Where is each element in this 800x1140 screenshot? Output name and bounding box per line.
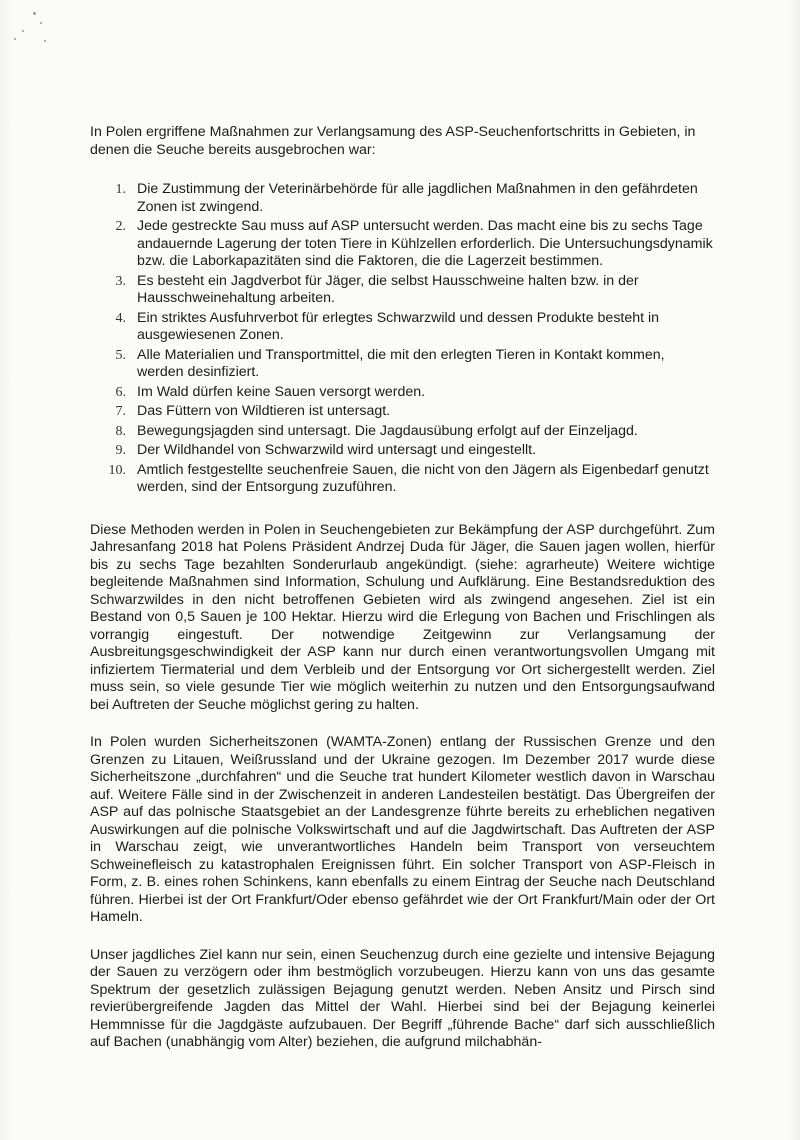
- list-item: [90, 423, 715, 441]
- list-item-text: Der Wildhandel von Schwarzwild wird untersagt und eingestellt.: [137, 442, 537, 458]
- list-item-text: Es besteht ein Jagdverbot für Jäger, die selbst Hausschweine halten bzw. in der Hausschweinehaltung arbeiten.: [137, 272, 639, 306]
- list-item: [90, 181, 715, 216]
- list-number: 4.: [115, 310, 126, 326]
- list-item-text: Amtlich festgestellte seuchenfreie Sauen, die nicht von den Jägern als Eigenbedarf genutzt werden, sind der Entsorgung zuzuführen.: [137, 461, 709, 495]
- list-number: 3.: [115, 273, 126, 289]
- paragraph-methods: Diese Methoden werden in Polen in Seuchengebieten zur Bekämpfung der ASP durchgeführt. Zum Jahresanfang 2018 hat Polens Präsident Andrzej Duda für Jäger, die Sauen jagen wollen, hierfür bis zu sechs Tage bezahlten Sonderurlaub angekündigt. (siehe: agrarheute) Weitere wichtige begleitende Maßnahmen sind Information, Schulung und Aufklärung. Eine Bestandsreduktion des Schwarzwildes in den nicht betroffenen Gebieten wird als zwingend angesehen. Ziel ist ein Bestand von 0,5 Sauen je 100 Hektar. Hierzu wird die Erlegung von Bachen und Frischlingen als vorrangig eingestuft. Der notwendige Zeitgewinn zur Verlangsamung der Ausbreitungsgeschwindigkeit der ASP kann nur durch einen verantwortungsvollen Umgang mit infiziertem Tiermaterial und dem Verbleib und der Entsorgung vor Ort sichergestellt werden. Ziel muss sein, so viele gesunde Tier wie möglich weiterhin zu nutzen und den Entsorgungsaufwand bei Auftreten der Seuche möglichst gering zu halten.: [90, 521, 715, 713]
- scan-speck: [40, 22, 42, 24]
- list-number: 2.: [115, 219, 126, 234]
- list-number: 9.: [115, 443, 126, 458]
- list-item: [90, 462, 715, 497]
- list-item-text: Jede gestreckte Sau muss auf ASP untersucht werden. Das macht eine bis zu sechs Tage andauernde Lagerung der toten Tiere in Kühlzellen erforderlich. Die Untersuchungsdynamik bzw. die Laborkapazitäten sind die Faktoren, die die Lagerzeit bestimmen.: [137, 218, 713, 269]
- list-number: 10.: [108, 462, 126, 478]
- intro-text: In Polen ergriffene Maßnahmen zur Verlangsamung des ASP-Seuchenfortschritts in Gebieten, in denen die Seuche bereits ausgebrochen war:: [90, 124, 696, 158]
- list-item: [90, 347, 715, 382]
- list-item-text: Ein striktes Ausfuhrverbot für erlegtes Schwarzwild und dessen Produkte besteht in ausgewiesenen Zonen.: [137, 309, 660, 343]
- list-number: 8.: [115, 423, 126, 439]
- list-item: [90, 218, 715, 271]
- list-item-text: Alle Materialien und Transportmittel, die mit den erlegten Tieren in Kontakt kommen, werden desinfiziert.: [137, 346, 665, 380]
- list-item: [90, 384, 715, 402]
- list-number: 5.: [115, 347, 126, 363]
- list-item-text: Im Wald dürfen keine Sauen versorgt werden.: [137, 383, 426, 400]
- list-number: 1.: [115, 182, 126, 197]
- list-item: [90, 442, 715, 460]
- measures-list: [90, 181, 715, 497]
- list-item-text: Die Zustimmung der Veterinärbehörde für alle jagdlichen Maßnahmen in den gefährdeten Zonen ist zwingend.: [137, 181, 698, 215]
- list-item: [90, 273, 715, 308]
- paragraph-hunting-goal: Unser jagdliches Ziel kann nur sein, einen Seuchenzug durch eine gezielte und intensive Bejagung der Sauen zu verzögern oder ihm bestmöglich vorzubeugen. Hierzu kann von uns das gesamte Spektrum der gesetzlich zulässigen Bejagung genutzt werden. Neben Ansitz und Pirsch sind revierübergreifende Jagden das Mittel der Wahl. Hierbei sind bei der Bejagung keinerlei Hemmnisse für die Jagdgäste aufzubauen. Der Begriff „führende Bache“ darf sich ausschließlich auf Bachen (unabhängig vom Alter) beziehen, die aufgrund milchabhän-: [90, 946, 715, 1050]
- scan-speck: [44, 40, 46, 42]
- list-number: 6.: [115, 384, 126, 400]
- paragraph-security-zones: In Polen wurden Sicherheitszonen (WAMTA-Zonen) entlang der Russischen Grenze und den Grenzen zu Litauen, Weißrussland und der Ukraine gezogen. Im Dezember 2017 wurde diese Sicherheitszone „durchfahren“ und die Seuche trat hundert Kilometer westlich davon in Warschau auf. Weitere Fälle sind in der Zwischenzeit in anderen Landesteilen bestätigt. Das Übergreifen der ASP auf das polnische Staatsgebiet an der Landesgrenze führte bereits zu erheblichen negativen Auswirkungen auf die polnische Volkswirtschaft und auf die Jagdwirtschaft. Das Auftreten der ASP in Warschau zeigt, wie unverantwortliches Handeln beim Transport von verseuchtem Schweinefleisch zu katastrophalen Ereignissen führt. Ein solcher Transport von ASP-Fleisch in Form, z. B. eines rohen Schinkens, kann ebenfalls zu einem Eintrag der Seuche nach Deutschland führen. Hierbei ist der Ort Frankfurt/Oder ebenso gefährdet wie der Ort Frankfurt/Main oder der Ort Hameln.: [90, 734, 715, 925]
- list-number: 7.: [115, 404, 126, 419]
- list-item: [90, 403, 715, 421]
- list-item-text: Das Füttern von Wildtieren ist untersagt.: [137, 403, 391, 419]
- scan-speck: [33, 12, 36, 15]
- scan-speck: [14, 38, 16, 40]
- scan-speck: [22, 30, 24, 32]
- list-item: [90, 310, 715, 345]
- document-body: [90, 124, 715, 1072]
- list-item-text: Bewegungsjagden sind untersagt. Die Jagdausübung erfolgt auf der Einzeljagd.: [137, 422, 638, 439]
